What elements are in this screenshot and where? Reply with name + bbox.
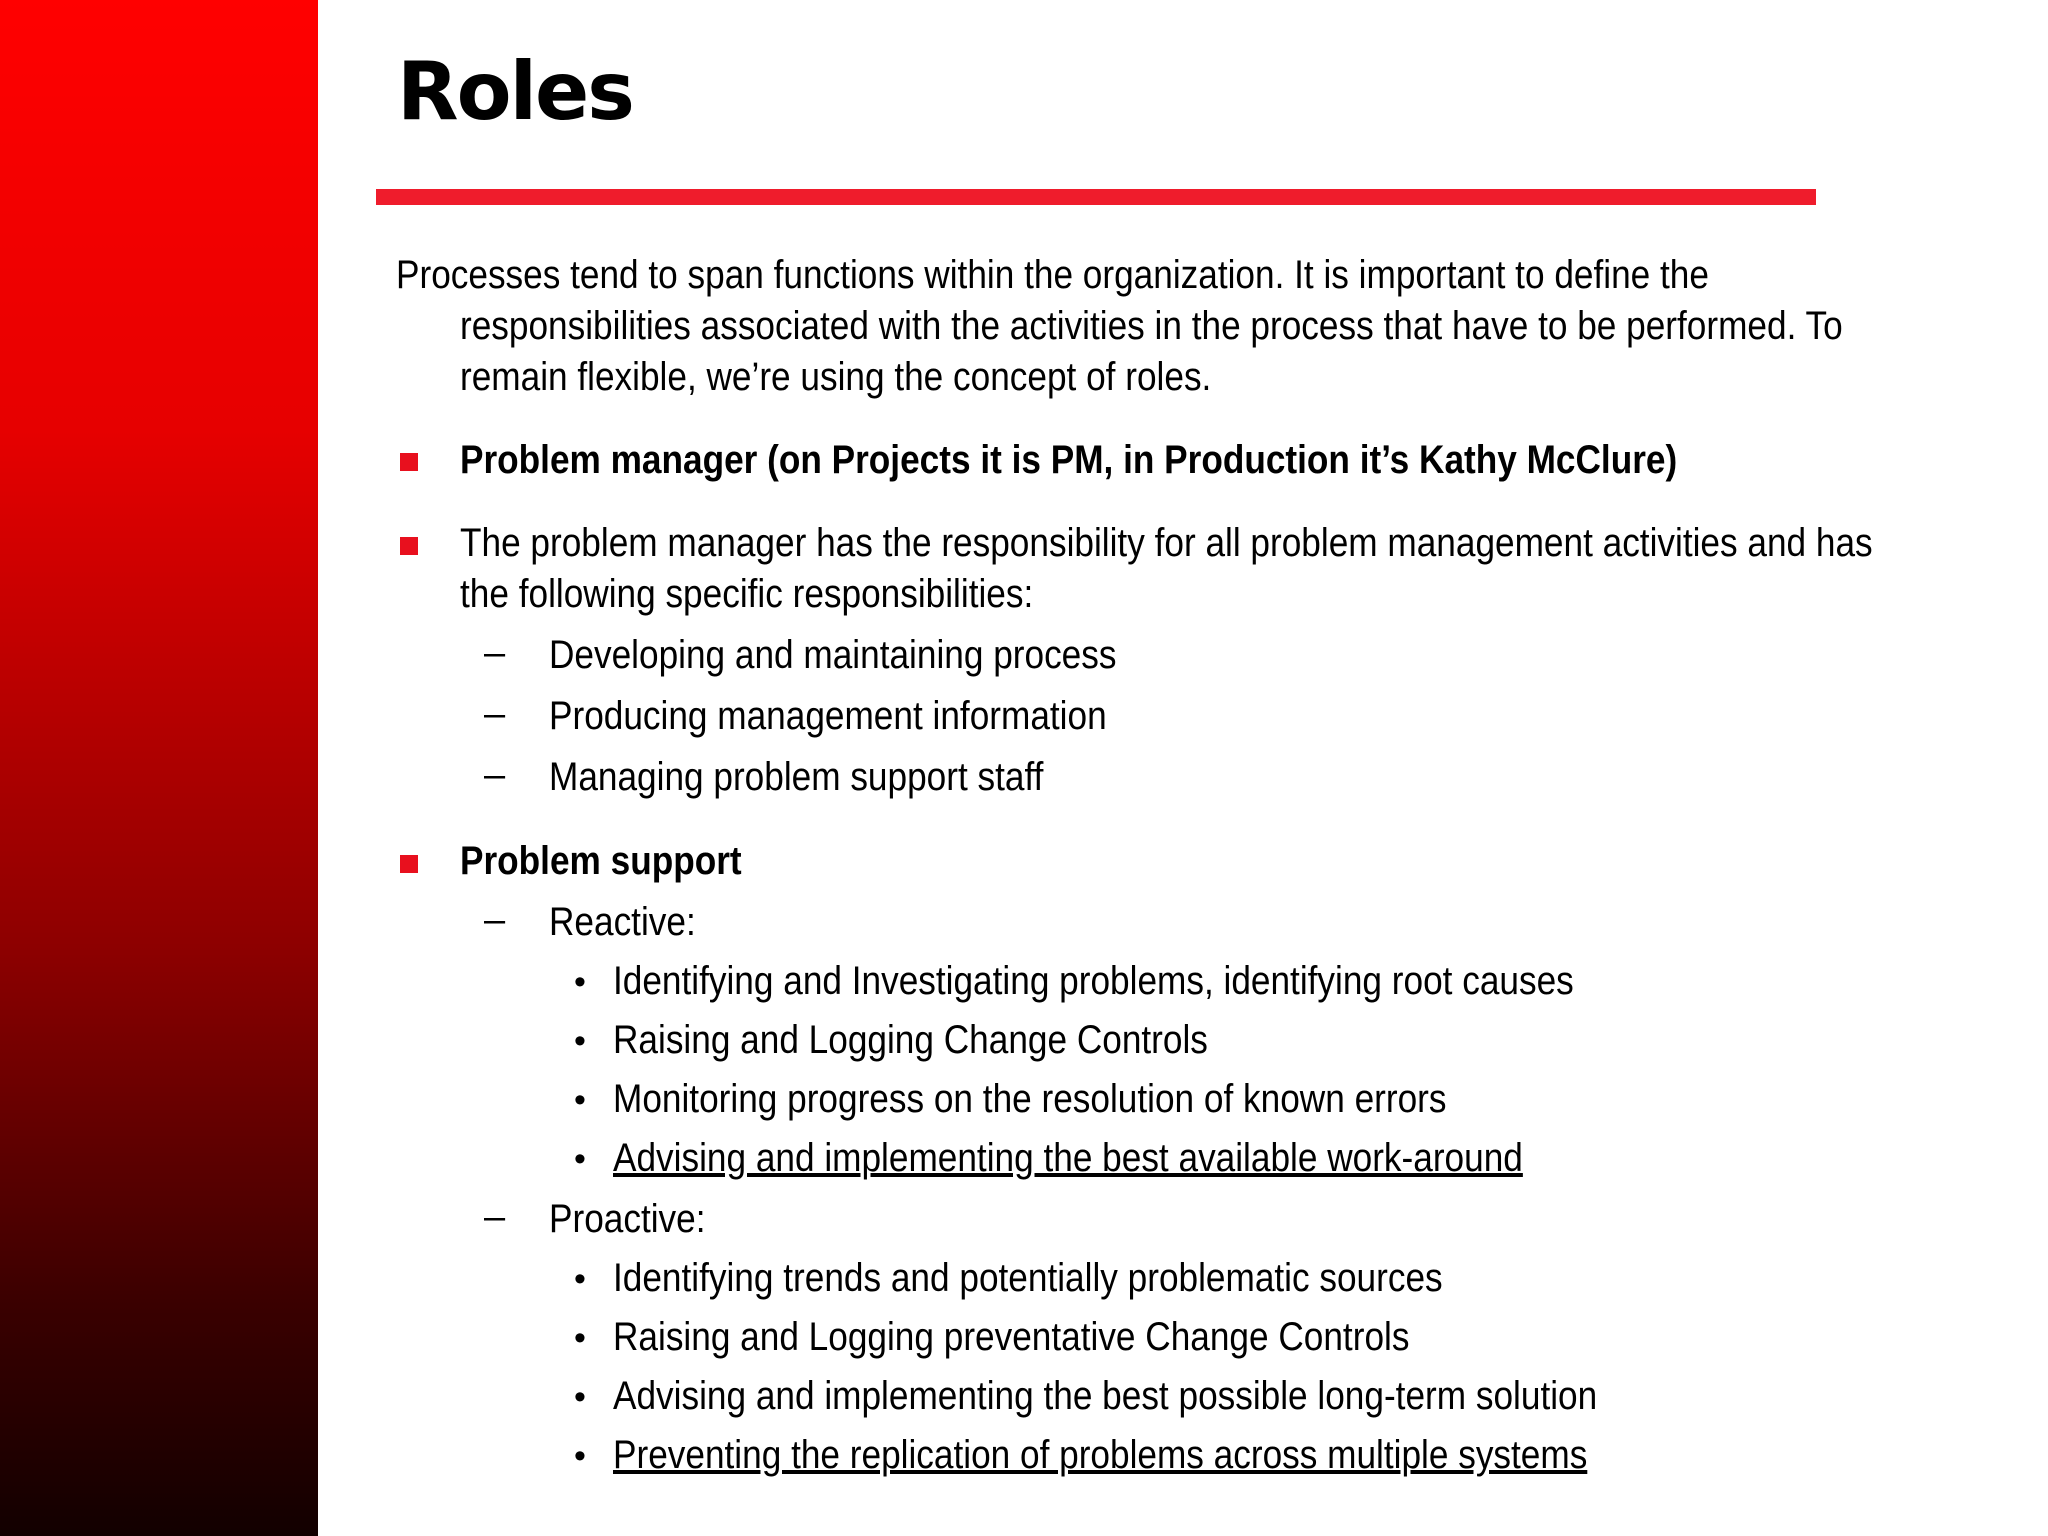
dot-bullet: •: [574, 1140, 586, 1178]
responsibility-item: Producing management information: [549, 694, 1107, 738]
proactive-item: Raising and Logging preventative Change Controls: [613, 1315, 1410, 1359]
dash-bullet: –: [484, 632, 506, 674]
problem-support-heading: Problem support: [460, 839, 742, 883]
dot-bullet: •: [574, 1022, 586, 1060]
reactive-item: Advising and implementing the best available work-around: [613, 1136, 1523, 1180]
proactive-item: Advising and implementing the best possible long-term solution: [613, 1374, 1598, 1418]
dot-bullet: •: [574, 963, 586, 1001]
responsibility-line-2: the following specific responsibilities:: [460, 572, 1034, 616]
reactive-item: Raising and Logging Change Controls: [613, 1018, 1208, 1062]
bullet-square: [400, 855, 418, 873]
proactive-item: Identifying trends and potentially problematic sources: [613, 1256, 1443, 1300]
reactive-item: Monitoring progress on the resolution of known errors: [613, 1077, 1447, 1121]
dot-bullet: •: [574, 1378, 586, 1416]
responsibility-item: Developing and maintaining process: [549, 633, 1117, 677]
problem-manager-heading: Problem manager (on Projects it is PM, in Production it’s Kathy McClure): [460, 438, 1678, 482]
dash-bullet: –: [484, 754, 506, 796]
dash-bullet: –: [484, 693, 506, 735]
reactive-item: Identifying and Investigating problems, identifying root causes: [613, 959, 1574, 1003]
dash-bullet: –: [484, 899, 506, 941]
intro-line-2: responsibilities associated with the activities in the process that have to be performed. To: [460, 304, 1843, 348]
bullet-square: [400, 453, 418, 471]
proactive-label: Proactive:: [549, 1197, 706, 1241]
title-divider: [376, 189, 1816, 205]
dot-bullet: •: [574, 1319, 586, 1357]
dot-bullet: •: [574, 1260, 586, 1298]
proactive-item: Preventing the replication of problems across multiple systems: [613, 1433, 1588, 1477]
responsibility-line-1: The problem manager has the responsibility for all problem management activities and has: [460, 521, 1873, 565]
dot-bullet: •: [574, 1081, 586, 1119]
intro-line-3: remain flexible, we’re using the concept of roles.: [460, 355, 1212, 399]
red-gradient-sidebar: [0, 0, 318, 1536]
intro-line-1: Processes tend to span functions within the organization. It is important to define the: [396, 253, 1709, 297]
bullet-square: [400, 537, 418, 555]
responsibility-item: Managing problem support staff: [549, 755, 1044, 799]
slide-title: Roles: [397, 45, 633, 138]
reactive-label: Reactive:: [549, 900, 696, 944]
dash-bullet: –: [484, 1196, 506, 1238]
dot-bullet: •: [574, 1437, 586, 1475]
